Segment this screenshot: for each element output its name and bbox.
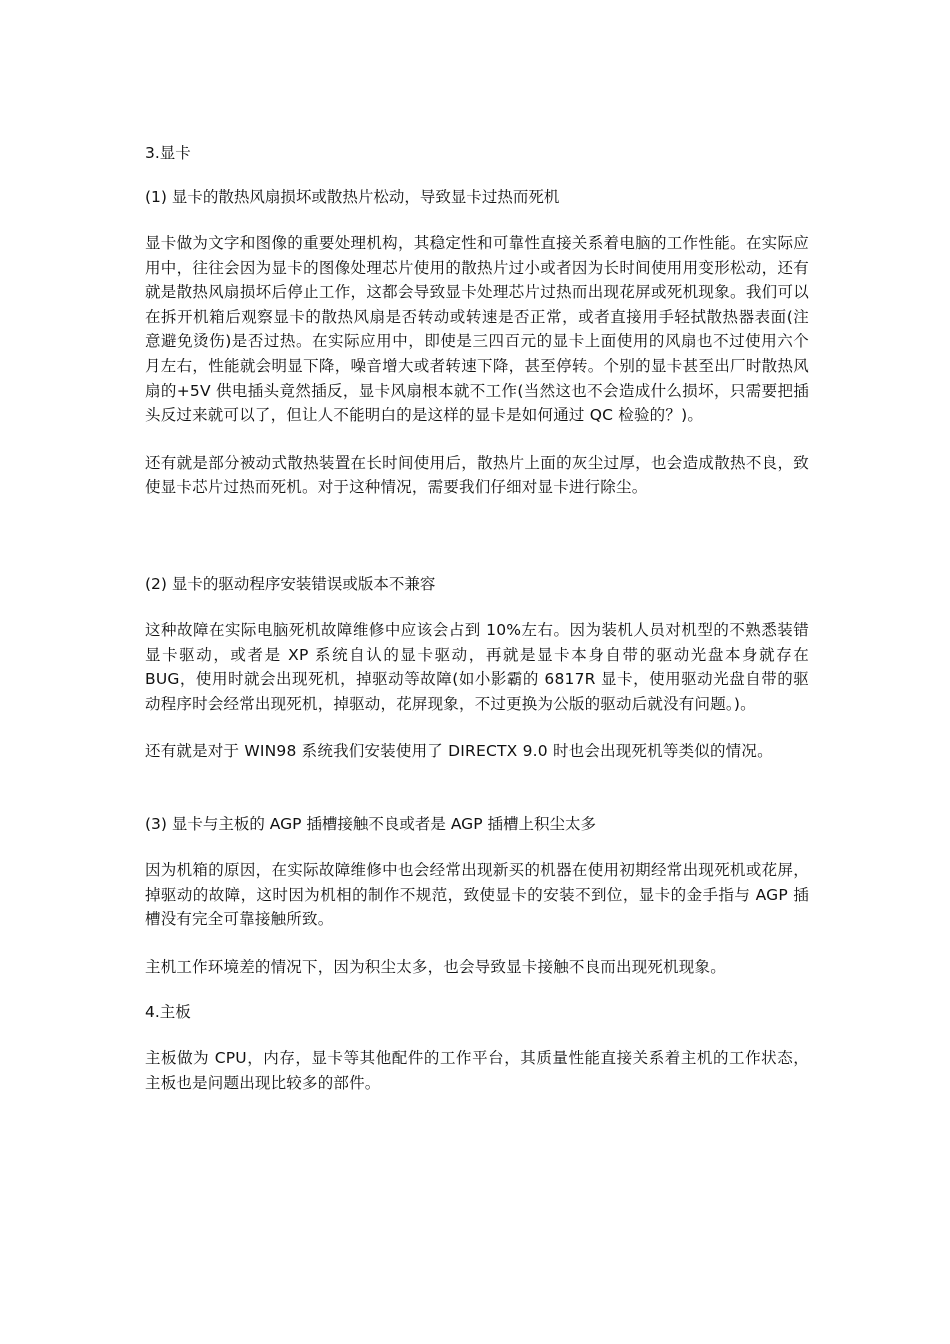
item-2-paragraph-2: 还有就是对于 WIN98 系统我们安装使用了 DIRECTX 9.0 时也会出现死机等类似的情况。: [145, 742, 773, 761]
section-4-heading: 4.主板: [145, 1003, 191, 1022]
section-4-paragraph-1: 主板做为 CPU，内存，显卡等其他配件的工作平台，其质量性能直接关系着主机的工作状态，主板也是问题出现比较多的部件。: [145, 1049, 809, 1092]
item-1-heading: (1) 显卡的散热风扇损坏或散热片松动，导致显卡过热而死机: [145, 188, 560, 206]
item-2-heading: (2) 显卡的驱动程序安装错误或版本不兼容: [145, 574, 436, 593]
section-3-heading: 3.显卡: [145, 144, 191, 162]
item-3-heading: (3) 显卡与主板的 AGP 插槽接触不良或者是 AGP 插槽上积尘太多: [145, 814, 596, 833]
item-3-paragraph-2: 主机工作环境差的情况下，因为积尘太多，也会导致显卡接触不良而出现死机现象。: [145, 957, 726, 976]
item-2-paragraph-1: 这种故障在实际电脑死机故障维修中应该会占到 10%左右。因为装机人员对机型的不熟悉装错显卡驱动，或者是 XP 系统自认的显卡驱动，再就是显卡本身自带的驱动光盘本身就存在 BUG，使用时就会出现死机，掉驱动等故障(如小影霸的 6817R 显卡，使用驱动光盘自带的驱动程序时会经常出现死机，掉驱动，花屏现象，不过更换为公版的驱动后就没有问题。)。: [145, 620, 809, 713]
document-page: [145, 143, 809, 1095]
item-3-paragraph-1: 因为机箱的原因，在实际故障维修中也会经常出现新买的机器在使用初期经常出现死机或花屏，掉驱动的故障，这时因为机相的制作不规范，致使显卡的安装不到位，显卡的金手指与 AGP 插槽没有完全可靠接触所致。: [145, 860, 809, 929]
item-1-paragraph-2: 还有就是部分被动式散热装置在长时间使用后，散热片上面的灰尘过厚，也会造成散热不良，致使显卡芯片过热而死机。对于这种情况，需要我们仔细对显卡进行除尘。: [145, 453, 809, 497]
item-1-paragraph-1: 显卡做为文字和图像的重要处理机构，其稳定性和可靠性直接关系着电脑的工作性能。在实际应用中，往往会因为显卡的图像处理芯片使用的散热片过小或者因为长时间使用用变形松动，还有就是散热风扇损坏后停止工作，这都会导致显卡处理芯片过热而出现花屏或死机现象。我们可以在拆开机箱后观察显卡的散热风扇是否转动或转速是否正常，或者直接用手轻拭散热器表面(注意避免烫伤)是否过热。在实际应用中，即使是三四百元的显卡上面使用的风扇也不过使用六个月左右，性能就会明显下降，噪音增大或者转速下降，甚至停转。个别的显卡甚至出厂时散热风扇的+5V 供电插头竟然插反，显卡风扇根本就不工作(当然这也不会造成什么损坏，只需要把插头反过来就可以了，但让人不能明白的是这样的显卡是如何通过 QC 检验的？)。: [145, 234, 809, 425]
